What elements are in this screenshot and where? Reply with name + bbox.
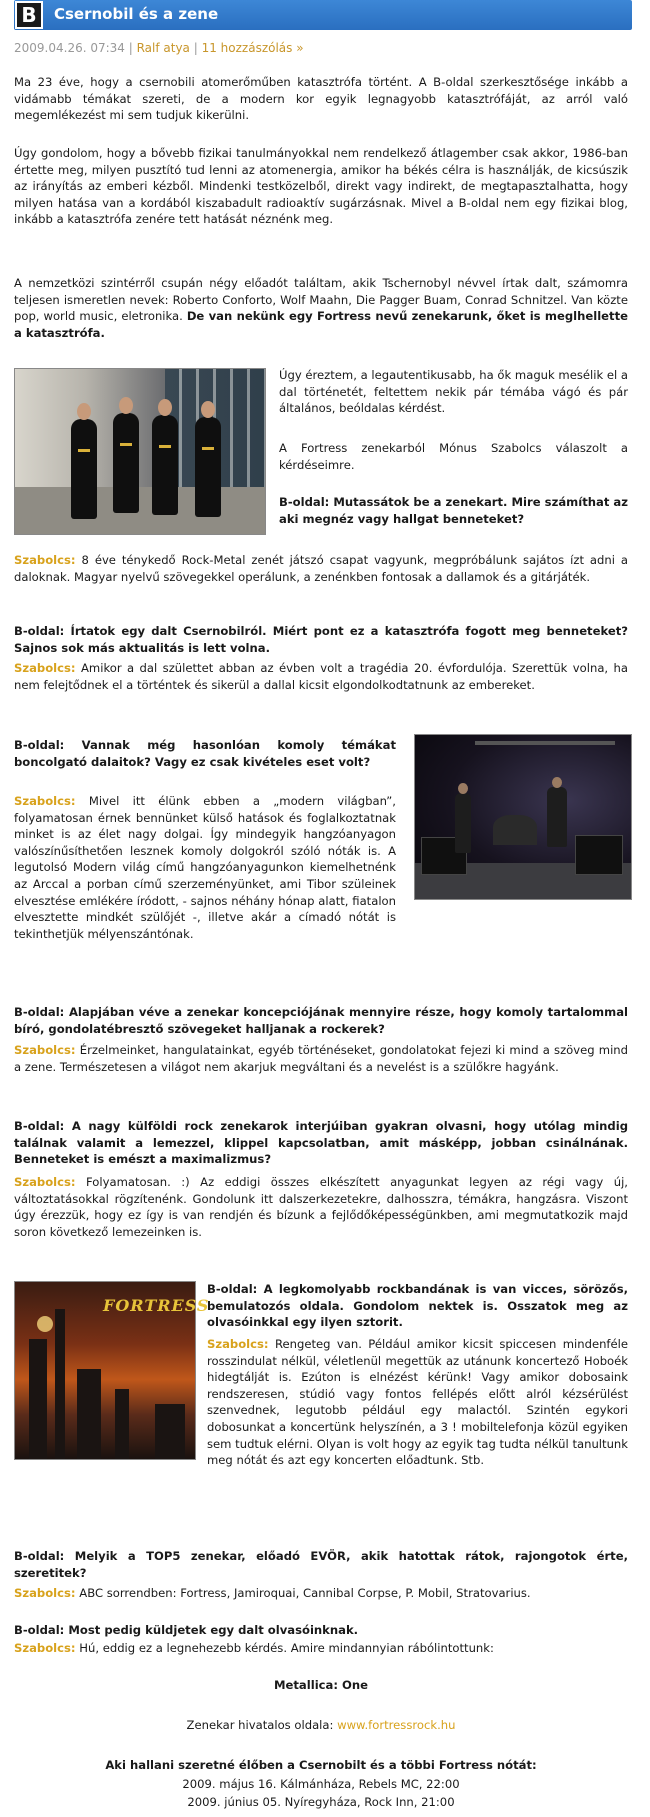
question-8: B-oldal: Most pedig küldjetek egy dalt olvasóinknak. <box>14 1623 359 1637</box>
post-title[interactable]: Csernobil és a zene <box>54 5 219 23</box>
band-member <box>113 413 139 513</box>
answer-2 <box>14 660 628 693</box>
band-member <box>195 417 221 517</box>
float-spacer <box>14 1336 207 1461</box>
paragraph-text: A nemzetközi szintérről csupán négy előadót találtam, akik Tschernobyl névvel írtak dalt, számomra teljesen ismeretlen nevek: Roberto Conforto, Wolf Maahn, Die Pagger Buam, Conrad Schnitzel. Van közte pop, world music, eletronika. <box>14 276 628 324</box>
paragraph-bold: De van nekünk egy Fortress nevű zenekarunk, őket is meglhellette a katasztrófa. <box>14 309 628 340</box>
answer-text: Amikor a dal születtet abban az évben volt a tragédia 20. évfordulója. Szerettük volna, ha nem felejtődnek el a történtek és sikerül a dallal kicsit elgondolkodtatnunk az embereket. <box>14 661 628 692</box>
floor <box>15 487 265 534</box>
speaker-cabinet <box>575 835 623 875</box>
answer-5 <box>14 1174 628 1240</box>
band-member <box>71 419 97 519</box>
official-site <box>14 1717 628 1734</box>
moon <box>37 1316 53 1332</box>
answer-6 <box>14 1336 628 1469</box>
answer-3-text <box>14 793 396 942</box>
speaker-label: Szabolcs: <box>14 1586 76 1600</box>
concert-photo <box>414 734 632 900</box>
performer <box>547 787 567 847</box>
performer <box>455 793 471 853</box>
answer-text: Mivel itt élünk ebben a „modern világban”, folyamatosan érnek bennünket külső hatások és foglalkoztatnak minket is az élet nagy dolgai. Így mindegyik hangzóanyagon valószínűsíthetően lesznek komoly dolgokról szóló nóták is. A legutolsó Modern világ című hangzóanyagunkon kiemelhetnénk az Arccal a porban című szerzeményünket, ami Tibor szüleinek elvesztése emlékére íródott, - sajnos néhány hónap alatt, fiatalon elvesztette mindkét szülőjét -, illetve akár a címadó nótát is tekinthetjük mélyenszántónak. <box>14 794 396 941</box>
answer-text: Folyamatosan. :) Az eddigi összes elkészített anyagunkat legyen az régi vagy új, változtatásokkal rögzítenénk. Gondolunk itt dalszerkezetekre, dalhosszra, témákra, hangzásra. Viszont úgy érezzük, hogy ez így is van rendjén és bízunk a fejlődőképességünkben, ami megmutatkozik majd soron következő lemezeinken is. <box>14 1175 628 1239</box>
meta-separator: | <box>189 41 202 55</box>
answer-4 <box>14 1042 628 1075</box>
answer-8 <box>14 1640 628 1657</box>
question-2: B-oldal: Írtatok egy dalt Csernobilról. Miért pont ez a katasztrófa fogott meg benneteket? Sajnos sok más aktualitás is lett volna. <box>14 624 628 655</box>
question-5: B-oldal: A nagy külföldi rock zenekarok interjúiban gyakran olvasni, hogy utólag mindig találnak valamit a lemezzel, klippel kapcsolatban, amit másképp, jobban csinálnának. Benneteket is emészt a maximalizmus? <box>14 1119 628 1167</box>
post-meta <box>14 41 304 55</box>
post-header <box>14 0 632 30</box>
question-4: B-oldal: Alapjában véve a zenekar koncepciójának mennyire része, hogy komoly tartalommal bíró, gondolatébresztő szövegeket halljanak a rockerek? <box>14 1005 628 1036</box>
speaker-label: Szabolcs: <box>14 661 76 675</box>
comments-link[interactable]: 11 hozzászólás » <box>201 41 304 55</box>
answer-text: Hú, eddig ez a legnehezebb kérdés. Amire mindannyian rábólintottunk: <box>75 1641 494 1655</box>
speaker-label: Szabolcs: <box>14 794 76 808</box>
performer-head <box>552 777 562 788</box>
answer-text: Rengeteg van. Például amikor kicsit spiccesen mindenféle rosszindulat nélkül, véletlenül megettük az utánunk koncertező Hoboék hidegtálját is. Ezúton is elnézést kérünk! Vagy amikor dobosaink rendszeresen, stúdió vagy fontos fellépés előtt alról kézsérülést szenvednek, legutobb például egy malactól. Szintén egykori dobosunkat a koncertünk helyszínén, a 3 ! mobiltelefonja közül egyiken sem tudtuk elérni. Olyan is volt hogy az egyik tag tudta nélkül tanultunk meg nótát és azt egy koncerten előadtunk. Stb. <box>207 1337 628 1468</box>
paragraph-tschernobyl <box>14 275 628 341</box>
answer-text: Érzelmeinket, hangulatainkat, egyéb történéseket, gondolatokat fejezi ki mind a szöveg mind a zene. Természetesen a világot nem akarjuk megváltani és a nevelést is a szülőkre hagyánk. <box>14 1043 628 1074</box>
live-date: 2009. május 16. Kálmánháza, Rebels MC, 22:00 <box>182 1777 460 1791</box>
paragraph-fortress: A Fortress zenekarból Mónus Szabolcs válaszolt a kérdéseimre. <box>279 441 628 472</box>
speaker-label: Szabolcs: <box>207 1337 269 1351</box>
blog-logo[interactable]: B <box>15 1 43 29</box>
paragraph-authentic: Úgy éreztem, a legautentikusabb, ha ők maguk mesélik el a dal történetét, feltettem nekik pár témába vágó és pár általános, beóldalas kérdést. <box>279 368 629 416</box>
intro-paragraph: Ma 23 éve, hogy a csernobili atomerőműben katasztrófa történt. A B-oldal szerkesztősége inkább a vidámabb témákat szereti, de a modern kor egyik legnagyobb katasztrófáját, az arról való megemlékezést mi sem tudjuk kikerülni. <box>14 75 628 123</box>
post-date: 2009.04.26. 07:34 <box>14 41 125 55</box>
speaker-label: Szabolcs: <box>14 1641 76 1655</box>
live-title: Aki hallani szeretné élőben a Csernobilt és a többi Fortress nótát: <box>105 1758 537 1772</box>
song-title: Metallica: One <box>273 1678 369 1692</box>
intro-paragraph: Úgy gondolom, hogy a bővebb fizikai tanulmányokkal nem rendelkező átlagember csak akkor, 1986-ban értette meg, milyen pusztító tud lenni az atomenergia, amikor ha békés célra is használják, de kicsúszik az irányítás az emberi kézből. Mindenki testközelből, direkt vagy indirekt, de megtapasztalhatta, hogy milyen hatása van a kordából kiszabadult radioaktív sugárzásnak. Mivel a B-oldal nem egy fizikai blog, inkább a katasztrófa zenére tett hatását néznénk meg. <box>14 146 628 227</box>
stage-truss <box>475 741 615 745</box>
live-date: 2009. június 05. Nyíregyháza, Rock Inn, 21:00 <box>187 1795 455 1809</box>
answer-text: ABC sorrendben: Fortress, Jamiroquai, Cannibal Corpse, P. Mobil, Stratovarius. <box>75 1586 531 1600</box>
band-member <box>152 415 178 515</box>
drum-kit <box>493 815 537 845</box>
question-1: B-oldal: Mutassátok be a zenekart. Mire számíthat az aki megnéz vagy hallgat benneteket? <box>279 495 628 526</box>
answer-1 <box>14 552 628 585</box>
question-6: B-oldal: A legkomolyabb rockbandának is van vicces, sörözős, bemulatozós oldala. Gondolom nektek is. Osszatok meg az olvasóinkkal egy ilyen sztorit. <box>207 1282 628 1330</box>
answer-7 <box>14 1585 628 1602</box>
author-link[interactable]: Ralf atya <box>136 41 190 55</box>
meta-separator: | <box>124 41 137 55</box>
performer-head <box>458 783 468 794</box>
official-site-link[interactable]: www.fortressrock.hu <box>337 1718 456 1732</box>
answer-text: 8 éve ténykedő Rock-Metal zenét játszó csapat vagyunk, megpróbálunk sajátos ízt adni a daloknak. Magyar nyelvű szövegekkel operálunk, a zenénkben fontosak a dallamok és a gitárjáték. <box>14 553 628 584</box>
band-photo <box>14 368 266 535</box>
speaker-label: Szabolcs: <box>14 1043 76 1057</box>
album-band-name: FORTRESS <box>103 1296 210 1315</box>
question-3: B-oldal: Vannak még hasonlóan komoly témákat boncolgató dalaitok? Vagy ez csak kivételes eset volt? <box>14 738 396 769</box>
question-7: B-oldal: Melyik a TOP5 zenekar, előadó EVÖR, akik hatottak rátok, rajongotok érte, szeretitek? <box>14 1549 628 1580</box>
speaker-label: Szabolcs: <box>14 1175 76 1189</box>
official-label: Zenekar hivatalos oldala: <box>186 1718 338 1732</box>
speaker-label: Szabolcs: <box>14 553 76 567</box>
